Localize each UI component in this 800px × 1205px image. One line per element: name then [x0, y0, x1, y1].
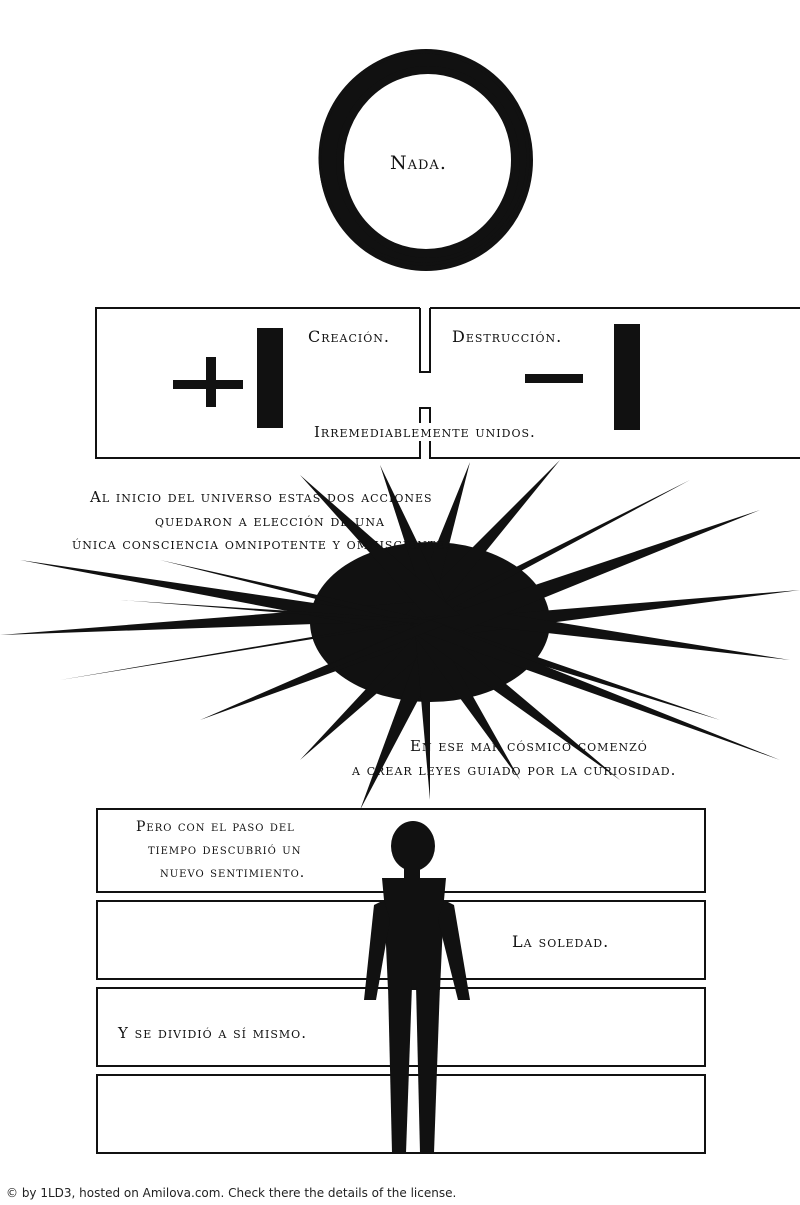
- caption-mar-2: a crear leyes guiado por la curiosidad.: [352, 761, 677, 779]
- caption-creacion: Creación.: [308, 327, 390, 346]
- caption-pero-1: Pero con el paso del: [136, 819, 295, 835]
- ink-bar-right: [614, 324, 640, 430]
- caption-mar-1: En ese mar cósmico comenzó: [410, 737, 648, 755]
- minus-icon: [525, 374, 583, 383]
- license-footer: © by 1LD3, hosted on Amilova.com. Check there the details of the license.: [6, 1186, 457, 1200]
- caption-inicio-3: única consciencia omnipotente y omnisciente.: [72, 535, 452, 553]
- caption-unidos: Irremediablemente unidos.: [314, 423, 536, 441]
- ink-bar-left: [257, 328, 283, 428]
- caption-destruccion: Destrucción.: [452, 327, 563, 346]
- caption-pero-2: tiempo descubrió un: [148, 842, 302, 858]
- caption-dividio: Y se dividió a sí mismo.: [118, 1024, 307, 1042]
- caption-soledad: La soledad.: [512, 932, 610, 951]
- caption-inicio-1: Al inicio del universo estas dos acciones: [90, 488, 433, 506]
- cosmic-explosion: [0, 460, 800, 810]
- caption-nada: Nada.: [390, 152, 447, 174]
- caption-pero-3: nuevo sentimiento.: [160, 865, 306, 881]
- caption-inicio-2: quedaron a elección de una: [155, 512, 385, 530]
- plus-icon: [173, 357, 243, 407]
